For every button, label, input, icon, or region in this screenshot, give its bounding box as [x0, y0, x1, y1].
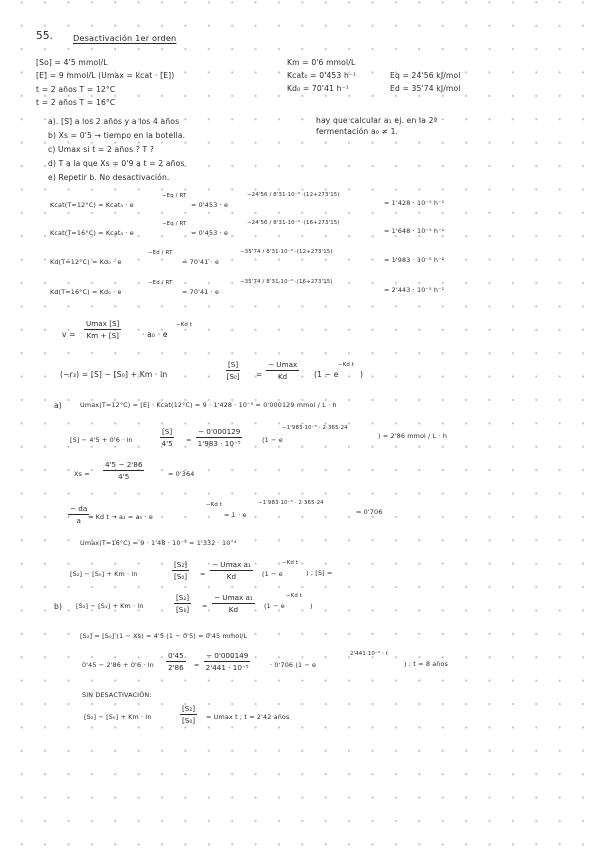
integrated-umax-num: − Umax	[266, 361, 299, 371]
rate-eq-num: Umax [S]	[84, 320, 121, 330]
kcat16-mid: = 0'453 · e	[191, 229, 229, 237]
part-b-l3-close: ) ; t = 8 años	[404, 660, 449, 668]
part-a-xs-result: = 0'364	[168, 470, 195, 478]
data-t16: t = 2 años T = 16°C	[36, 98, 116, 107]
page-title: Desactivación 1er orden	[73, 33, 177, 43]
part-a-s-umax-fraction	[196, 428, 242, 447]
part-a-s2-lhs: [S₂] − [S₀] + Km · ln	[70, 570, 138, 578]
part-a-s2-umax-fraction	[210, 561, 253, 580]
kd12-mid: = 70'41 · e	[182, 258, 220, 266]
part-a-s-rhs: (1 − e	[262, 436, 283, 444]
part-a-s-ln-fraction	[160, 428, 174, 447]
part-a-s-umax-num: − 0'000129	[196, 428, 242, 438]
kd12-result: = 1'983 · 10⁻⁵ h⁻¹	[384, 256, 445, 264]
part-b-l3-umax-fraction	[204, 652, 250, 671]
question-a: a). [S] a los 2 años y a los 4 años	[48, 117, 180, 126]
question-e: e) Repetir b. No desactivación.	[48, 173, 170, 182]
part-a-s-exp: −1'983·10⁻⁵ · 2·365·24	[282, 425, 348, 431]
part-a-da-exp2: −1'983·10⁻⁵ · 2·365·24	[258, 500, 324, 506]
kcat12-exp2: −24'56 / 8'31·10⁻³ ·(12+273'15)	[247, 192, 340, 198]
data-s0: [So] = 4'5 mmol/L	[36, 58, 108, 67]
note-line-1: hay que calcular a₁ ej. en la 2ª	[316, 116, 438, 125]
part-b-l3-exp: 2'441·10⁻⁵ · t	[350, 651, 389, 657]
kcat16-exp2: −24'56 / 8'31·10⁻³ ·(16+273'15)	[247, 220, 340, 226]
integrated-lhs: (−r₃) = [S] − [S₀] + Km · ln	[60, 370, 168, 379]
kcat12-mid: = 0'453 · e	[191, 201, 229, 209]
part-b-l3-eq: =	[194, 661, 200, 669]
part-a-umax16: Umax(T=16°C) = 9 · 1'48 · 10⁻⁵ = 1'332 · 10⁻⁴	[80, 539, 237, 547]
question-c: c) Umax si t = 2 años ? T ?	[48, 145, 155, 154]
part-a-s-eq: =	[186, 436, 192, 444]
kcat12-lhs: Kcat(T=12°C) = Kcat₀ · e	[50, 201, 134, 209]
note-line-2: fermentación a₀ ≠ 1.	[316, 127, 399, 136]
part-b-l1-close: )	[310, 602, 313, 610]
part-b-l1-ln-den: [S₁]	[176, 605, 190, 615]
part-b-l1-exp: −Kd t	[286, 593, 303, 599]
part-a-s2-close: ) ; [S] =	[306, 569, 333, 577]
part-b-l3-ln-fraction	[166, 652, 186, 671]
part-a-s-ln-den: 4'5	[161, 439, 173, 449]
part-a-s2-eq: =	[200, 570, 206, 578]
part-a-umax: Umax(T=12°C) = [E] · Kcat(12°C) = 9 · 1'428 · 10⁻⁵ = 0'000129 mmol / L · h	[80, 401, 337, 409]
part-a-da-fraction	[68, 505, 89, 524]
kd12-exp: −Ed / RT	[148, 250, 173, 256]
part-b-l3-rhs: · 0'706 (1 − e	[270, 661, 317, 669]
part-b-l1-rhs: (1 − e	[264, 602, 285, 610]
part-a-s2-ln-num: [S₂]	[172, 561, 189, 571]
part-b-l2: [S₂] = [S₀] (1 − Xs) = 4'5 (1 − 0'5) = 0'45 mmol/L	[80, 632, 248, 640]
part-a-s2-ln-fraction	[172, 561, 189, 580]
data-t12: t = 2 años T = 12°C	[36, 85, 116, 94]
part-b-l4-ln-den: [S₀]	[182, 716, 196, 726]
integrated-rhs: (1 − e	[314, 370, 339, 379]
kd12-exp2: −35'74 / 8'31·10⁻³ ·(12+273'15)	[240, 249, 333, 255]
part-a-s-umax-den: 1'983 · 10⁻⁵	[197, 439, 241, 449]
integrated-umax-fraction	[266, 361, 299, 380]
data-ed: Ed = 35'74 kJ/mol	[390, 84, 461, 93]
kd16-exp: −Ed / RT	[148, 280, 173, 286]
part-a-xs-fraction	[103, 461, 144, 480]
part-a-s2-ln-den: [S₀]	[174, 572, 188, 582]
kcat16-exp: −Eq / RT	[162, 221, 187, 227]
question-b: b) Xs = 0'5 → tiempo en la botella.	[48, 131, 186, 140]
data-km: Km = 0'6 mmol/L	[287, 58, 356, 67]
integrated-exp: −Kd t	[338, 362, 355, 368]
part-b-label: b)	[54, 602, 63, 611]
rate-eq-rhs: · a₀ · e	[142, 330, 168, 339]
kcat12-result: = 1'428 · 10⁻⁵ h⁻¹	[384, 199, 445, 207]
integrated-close: )	[360, 370, 364, 379]
data-kcat0: Kcat₀ = 0'453 h⁻¹	[287, 71, 357, 80]
part-a-s2-umax-den: Kd	[226, 572, 237, 582]
part-b-l4-lhs: [S₂] − [S₀] + Km · ln	[84, 713, 152, 721]
part-b-l3-lhs: 0'45 − 2'86 + 0'6 · ln	[82, 661, 154, 669]
part-b-l3-umax-num: − 0'000149	[204, 652, 250, 662]
integrated-umax-den: Kd	[277, 372, 288, 382]
part-a-xs-num: 4'5 − 2'86	[103, 461, 144, 471]
part-a-xs-den: 4'5	[118, 472, 130, 482]
part-b-l1-umax-fraction	[212, 594, 255, 613]
integrated-eq: =	[256, 370, 263, 379]
part-b-l4-ln-fraction	[180, 705, 197, 724]
part-b-l1-umax-num: − Umax a₁	[212, 594, 255, 604]
part-a-s-ln-num: [S]	[160, 428, 174, 438]
rate-eq-fraction	[84, 320, 121, 339]
integrated-ln-den: [S₀]	[226, 372, 240, 382]
kcat16-lhs: Kcat(T=16°C) = Kcat₀ · e	[50, 229, 134, 237]
part-a-s2-umax-num: − Umax a₁	[210, 561, 253, 571]
kd16-exp2: −35'74 / 8'31·10⁻³ ·(16+273'15)	[240, 279, 333, 285]
data-eq: Eq = 24'56 kJ/mol	[390, 71, 461, 80]
part-a-s-lhs: [S] − 4'5 + 0'6 · ln	[70, 436, 133, 444]
part-a-da-mid: = Kd t → a₂ = a₀ · e	[88, 513, 153, 521]
part-a-label: a)	[54, 401, 62, 410]
part-a-s2-rhs: (1 − e	[262, 570, 283, 578]
kd16-lhs: Kd(T=16°C) = Kd₀ · e	[50, 288, 122, 296]
part-a-da-exp: −Kd t	[206, 502, 223, 508]
part-b-l4-ln-num: [S₂]	[180, 705, 197, 715]
part-a-da-result: = 0'706	[356, 508, 383, 516]
kcat12-exp: −Eq / RT	[162, 193, 187, 199]
part-b-l1-eq: =	[202, 602, 208, 610]
section-sin-desactivacion: SIN DESACTIVACIÓN:	[82, 691, 152, 699]
part-a-da-num: − da	[68, 505, 89, 515]
part-b-l1-umax-den: Kd	[228, 605, 239, 615]
kd16-result: = 2'443 · 10⁻⁵ h⁻¹	[384, 286, 445, 294]
problem-number: 55.	[36, 30, 54, 42]
part-b-l1-lhs: [S₂] − [S₁] + Km · ln	[76, 602, 144, 610]
part-a-s2-exp: −Kd t	[282, 560, 299, 566]
rate-eq-lhs: v =	[62, 330, 76, 339]
part-a-da-mid2: = 1 · e	[224, 511, 247, 519]
integrated-ln-num: [S]	[226, 361, 240, 371]
kd16-mid: = 70'41 · e	[182, 288, 220, 296]
rate-eq-exp: −Kd t	[176, 322, 193, 328]
part-a-xs-lhs: Xs =	[74, 470, 90, 478]
part-b-l1-ln-num: [S₂]	[174, 594, 191, 604]
part-b-l4-rhs: = Umax t ; t = 2'42 años	[206, 713, 290, 721]
part-b-l3-ln-num: 0'45	[166, 652, 186, 662]
data-e: [E] = 9 mmol/L (Umax = kcat · [E])	[36, 71, 175, 80]
data-kd0: Kd₀ = 70'41 h⁻¹	[287, 84, 349, 93]
integrated-ln-fraction	[226, 361, 240, 380]
part-a-da-den: a	[76, 516, 81, 526]
kcat16-result: = 1'648 · 10⁻⁵ h⁻¹	[384, 227, 445, 235]
part-b-l1-ln-fraction	[174, 594, 191, 613]
part-b-l3-ln-den: 2'86	[168, 663, 184, 673]
part-a-s-result: ) = 2'86 mmol / L · h	[378, 432, 448, 440]
part-b-l3-umax-den: 2'441 · 10⁻⁵	[205, 663, 249, 673]
kd12-lhs: Kd(T=12°C) = Kd₀ · e	[50, 258, 122, 266]
rate-eq-den: Km + [S]	[86, 331, 119, 341]
question-d: d) T a la que Xs = 0'9 a t = 2 años	[48, 159, 185, 168]
